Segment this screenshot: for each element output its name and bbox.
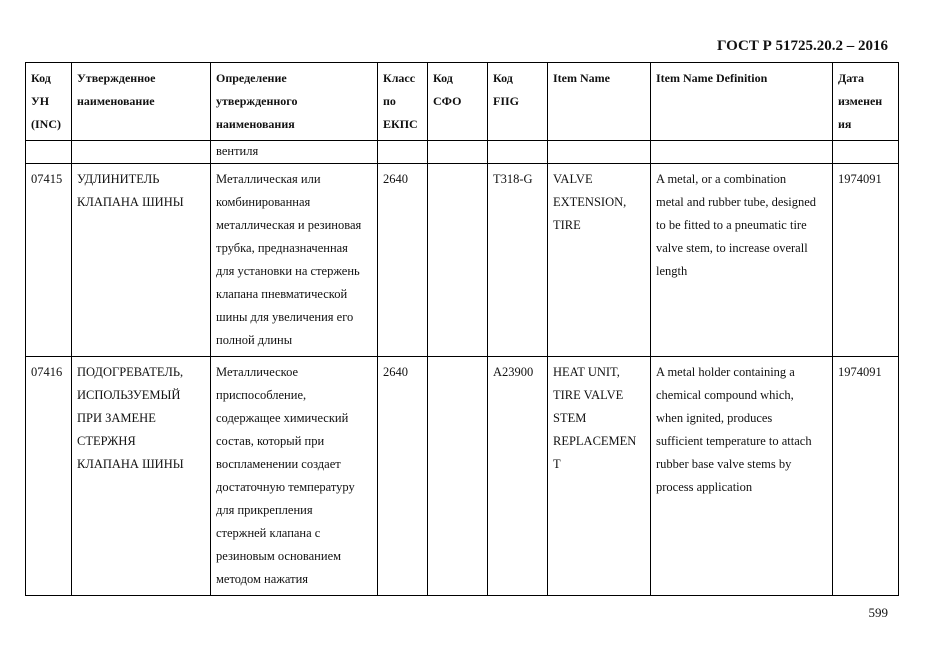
cell-line: HEAT UNIT, xyxy=(553,365,620,379)
cell xyxy=(488,141,548,164)
approved-name-cell xyxy=(72,357,211,596)
cell-line: УДЛИНИТЕЛЬ xyxy=(77,172,160,186)
cell-line: process application xyxy=(656,480,753,494)
cell-line: A metal, or a combination xyxy=(656,172,787,186)
inc-cell xyxy=(26,164,72,357)
col-header-definition xyxy=(211,63,378,141)
cell-line: ИСПОЛЬЗУЕМЫЙ xyxy=(77,388,181,402)
cell-line: sufficient temperature to attach xyxy=(656,434,812,448)
cell-line: металлическая и резиновая xyxy=(216,218,362,232)
class-cell xyxy=(378,164,428,357)
header-line: ЕКПС xyxy=(383,117,418,131)
col-header-sfo xyxy=(428,63,488,141)
cell-line: методом нажатия xyxy=(216,572,309,586)
header-line: Дата xyxy=(838,71,864,85)
cell-line: 2640 xyxy=(383,365,408,379)
cell-line: A23900 xyxy=(493,365,534,379)
cell-line: стержней клапана с xyxy=(216,526,321,540)
item-definition-cell xyxy=(651,357,833,596)
header-line: Класс xyxy=(383,71,416,85)
header-line: Утвержденное xyxy=(77,71,156,85)
date-cell xyxy=(833,164,899,357)
cell xyxy=(548,141,651,164)
cell-line: приспособление, xyxy=(216,388,307,402)
cell-line: 1974091 xyxy=(838,365,882,379)
cell-line: length xyxy=(656,264,688,278)
header-line: FIIG xyxy=(493,94,520,108)
cell-line: достаточную температуру xyxy=(216,480,355,494)
cell-line: 07415 xyxy=(31,172,63,186)
cell-line: rubber base valve stems by xyxy=(656,457,792,471)
cell-line: содержащее химический xyxy=(216,411,349,425)
header-line: УН xyxy=(31,94,50,108)
cell-line: резиновым основанием xyxy=(216,549,342,563)
page-number: 599 xyxy=(868,605,888,620)
header-line: Код xyxy=(493,71,513,85)
cell-line: valve stem, to increase overall xyxy=(656,241,808,255)
cell-line: ПОДОГРЕВАТЕЛЬ, xyxy=(77,365,184,379)
definition-cell xyxy=(211,357,378,596)
cell xyxy=(72,141,211,164)
table-row xyxy=(26,164,899,357)
cell-line: ПРИ ЗАМЕНЕ xyxy=(77,411,156,425)
cell-line: СТЕРЖНЯ xyxy=(77,434,136,448)
cell xyxy=(428,141,488,164)
cell-line: REPLACEMEN xyxy=(553,434,637,448)
table-row xyxy=(26,357,899,596)
continuation-row xyxy=(26,141,899,164)
cell-line: T318-G xyxy=(493,172,533,186)
cell-line: TIRE xyxy=(553,218,581,232)
cell-line: 1974091 xyxy=(838,172,882,186)
cell-line: трубка, предназначенная xyxy=(216,241,348,255)
cell-line: полной длины xyxy=(216,333,293,347)
cell-line: для установки на стержень xyxy=(216,264,360,278)
cell-line: Металлическая или xyxy=(216,172,321,186)
header-line: ия xyxy=(838,117,852,131)
header-line: утвержденного xyxy=(216,94,298,108)
col-header-inc xyxy=(26,63,72,141)
fiig-cell xyxy=(488,357,548,596)
cell-line: metal and rubber tube, designed xyxy=(656,195,817,209)
cell-line: комбинированная xyxy=(216,195,311,209)
fiig-cell xyxy=(488,164,548,357)
cell xyxy=(26,141,72,164)
cell-line: chemical compound which, xyxy=(656,388,794,402)
cell-line: STEM xyxy=(553,411,587,425)
cell xyxy=(833,141,899,164)
items-table xyxy=(25,62,899,596)
item-name-cell xyxy=(548,357,651,596)
col-header-item-name xyxy=(548,63,651,141)
standard-code: ГОСТ Р 51725.20.2 – 2016 xyxy=(716,38,888,54)
cell-line: состав, который при xyxy=(216,434,325,448)
header-line: наименование xyxy=(77,94,155,108)
col-header-item-name-definition xyxy=(651,63,833,141)
cell-line: A metal holder containing a xyxy=(656,365,795,379)
cell xyxy=(651,141,833,164)
header-line: Item Name Definition xyxy=(656,71,768,85)
class-cell xyxy=(378,357,428,596)
header-line: СФО xyxy=(433,94,462,108)
cell-line: клапана пневматической xyxy=(216,287,348,301)
header-line: по xyxy=(383,94,396,108)
sfo-cell xyxy=(428,164,488,357)
table-header-row xyxy=(26,63,899,141)
cell: вентиля xyxy=(211,141,378,164)
cell xyxy=(378,141,428,164)
col-header-class xyxy=(378,63,428,141)
data-rows xyxy=(26,164,899,596)
header-line: Код xyxy=(433,71,453,85)
cell-line: VALVE xyxy=(553,172,593,186)
header-line: Код xyxy=(31,71,51,85)
cell-line: воспламенении создает xyxy=(216,457,341,471)
cell-line: 07416 xyxy=(31,365,63,379)
col-header-approved-name xyxy=(72,63,211,141)
date-cell xyxy=(833,357,899,596)
cell-line: when ignited, produces xyxy=(656,411,773,425)
cell-line: to be fitted to a pneumatic tire xyxy=(656,218,807,232)
cell-line: КЛАПАНА ШИНЫ xyxy=(77,195,184,209)
inc-cell xyxy=(26,357,72,596)
col-header-date xyxy=(833,63,899,141)
cell-line: TIRE VALVE xyxy=(553,388,624,402)
header-line: (INC) xyxy=(31,117,61,131)
header-line: Item Name xyxy=(553,71,610,85)
cell-line: 2640 xyxy=(383,172,408,186)
header-line: Определение xyxy=(216,71,287,85)
header-line: наименования xyxy=(216,117,295,131)
cell-line: Металлическое xyxy=(216,365,299,379)
definition-cell xyxy=(211,164,378,357)
cell-line: КЛАПАНА ШИНЫ xyxy=(77,457,184,471)
approved-name-cell xyxy=(72,164,211,357)
cell-line: T xyxy=(553,457,561,471)
cell-line: EXTENSION, xyxy=(553,195,627,209)
sfo-cell xyxy=(428,357,488,596)
cell-line: для прикрепления xyxy=(216,503,313,517)
item-name-cell xyxy=(548,164,651,357)
header-line: изменен xyxy=(838,94,883,108)
col-header-fiig xyxy=(488,63,548,141)
cell-line: шины для увеличения его xyxy=(216,310,354,324)
item-definition-cell xyxy=(651,164,833,357)
